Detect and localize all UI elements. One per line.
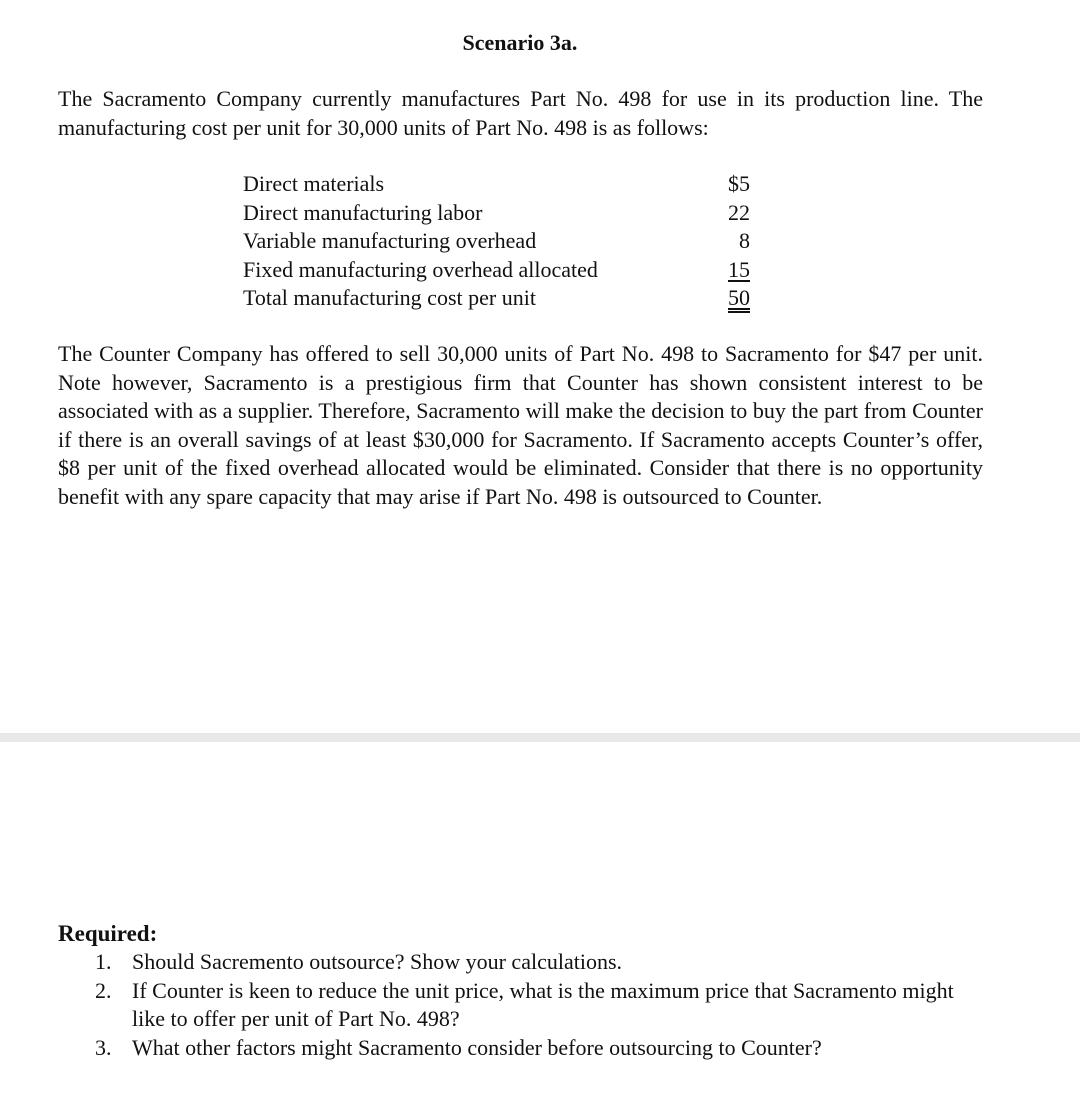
cost-row-fixed-overhead — [243, 256, 753, 285]
list-item — [95, 977, 985, 1034]
cost-label: Variable manufacturing overhead — [243, 228, 537, 253]
list-item-text: Should Sacremento outsource? Show your calculations. — [132, 949, 623, 974]
cost-value: 22 — [728, 199, 750, 225]
list-item-number: 2. — [95, 977, 112, 1003]
cost-value: 8 — [739, 228, 750, 253]
cost-row-direct-labor — [243, 199, 753, 228]
list-item-number: 1. — [95, 949, 112, 974]
list-item-text: What other factors might Sacramento consider before outsourcing to Counter? — [132, 1034, 822, 1060]
intro-paragraph: The Sacramento Company currently manufactures Part No. 498 for use in its production line. The manufacturing cost per unit for 30,000 units of Part No. 498 is as follows: — [58, 86, 983, 140]
required-list — [95, 948, 985, 1062]
cost-row-total — [243, 284, 753, 313]
cost-label: Total manufacturing cost per unit — [243, 285, 536, 310]
cost-table — [243, 170, 753, 313]
page-divider — [0, 733, 1080, 742]
required-heading: Required: — [58, 921, 158, 946]
list-item-number: 3. — [95, 1034, 112, 1060]
cost-label: Direct manufacturing labor — [243, 199, 483, 225]
list-item-text: If Counter is keen to reduce the unit price, what is the maximum price that Sacramento might like to offer per unit of Part No. 498? — [132, 977, 954, 1031]
cost-label: Fixed manufacturing overhead allocated — [243, 256, 598, 282]
list-item — [95, 948, 985, 977]
cost-total-value: 50 — [728, 285, 750, 310]
cost-label: Direct materials — [243, 171, 385, 196]
cost-row-direct-materials — [243, 170, 753, 199]
scenario-title: Scenario 3a. — [462, 30, 578, 55]
cost-row-variable-overhead — [243, 227, 753, 256]
cost-value: $5 — [728, 171, 750, 196]
list-item — [95, 1034, 985, 1063]
cost-value: 15 — [728, 256, 750, 282]
offer-paragraph: The Counter Company has offered to sell 30,000 units of Part No. 498 to Sacramento for $47 per unit. Note however, Sacramento is a prestigious firm that Counter has shown consistent interest to be associated with as a supplier. Therefore, Sacramento will make the decision to buy the part from Counter if there is an overall savings of at least $30,000 for Sacramento. If Sacramento accepts Counter’s offer, $8 per unit of the fixed overhead allocated would be eliminated. Consider that there is no opportunity benefit with any spare capacity that may arise if Part No. 498 is outsourced to Counter. — [58, 341, 983, 509]
